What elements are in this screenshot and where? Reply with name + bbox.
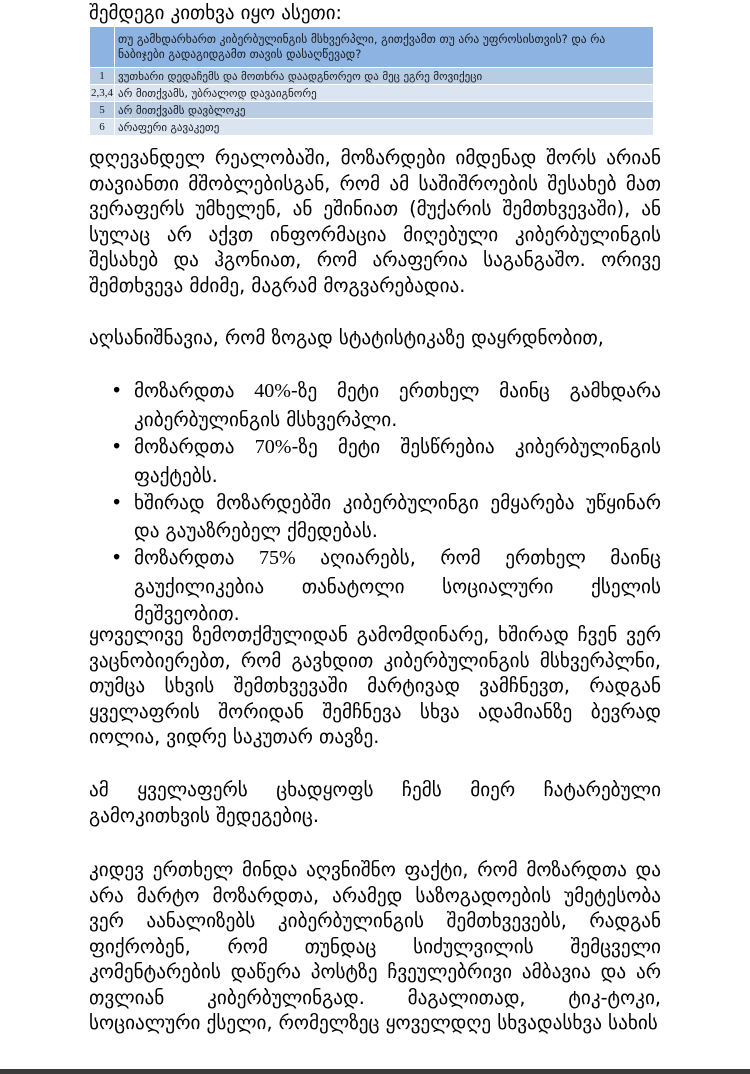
- list-item: [89, 489, 661, 544]
- paragraph-text: დღევანდელ რეალობაში, მოზარდები იმდენად შორს არიან თავიანთი მშობლებისგან, რომ ამ საშიშროების შესახებ მათ ვერაფერს უმხელენ, ან ეშინიათ (მუქარის შემთხვევაში), ან სულაც არ აქვთ ინფორმაცია მიღებული კიბერბულინგის შესახებ და ჰგონიათ, რომ არაფერია საგანგაშო. ორივე შემთხვევა მძიმე, მაგრამ მოგვარებადია.: [89, 146, 661, 297]
- survey-question: თუ გამხდარხართ კიბერბულინგის მსხვერპლი, გითქვამთ თუ არა უფროსისთვის? და რა ნაბიჯები გადაგიდგამთ თავის დასაღწევად?: [115, 27, 654, 68]
- table-row: [90, 85, 654, 102]
- fact-text: -ზე მეტი შესწრებია კიბერბულინგის ფაქტებს.: [134, 435, 661, 487]
- paragraph-text: აღსანიშნავია, რომ ზოგად სტატისტიკაზე დაყრდნობით,: [89, 326, 604, 349]
- row-answer: არაფერი გავაკეთე: [115, 119, 654, 136]
- bottom-edge-bar: [0, 1069, 750, 1074]
- paragraph-text: კიდევ ერთხელ მინდა აღვნიშნო ფაქტი, რომ მოზარდთა და არა მარტო მოზარდთა, არამედ საზოგადოების უმეტესობა ვერ აანალიზებს კიბერბულინგის შემთხვევებს, რადგან ფიქრობენ, რომ თუნდაც სიძულვილის შემცველი კომენტარების დაწერა პოსტზე ჩვეულებრივი ამბავია და არ თვლიან კიბერბულინგად. მაგალითად, ტიკ-ტოკი, სოციალური ქსელი, რომელზეც ყოველდღე სხვადასხვა სახის: [89, 858, 661, 1034]
- statistics-list: [89, 377, 661, 628]
- paragraph-text: ყოველივე ზემოთქმულიდან გამომდინარე, ხშირად ჩვენ ვერ ვაცნობიერებთ, რომ გავხდით კიბერბულინგის მსხვერპლნი, თუმცა სხვის შემთხვევაში მარტივად ვამჩნევთ, რადგან ყველაფრის შორიდან შემჩნევა სხვა ადამიანზე ბევრად იოლია, ვიდრე საკუთარ თავზე.: [89, 623, 661, 748]
- fact-text: მოზარდთა: [134, 379, 255, 402]
- bullet-icon: •: [111, 435, 123, 458]
- fact-text: -ზე მეტი ერთხელ მაინც გამხდარა კიბერბულინგის მსხვერპლი.: [134, 379, 661, 431]
- paragraph-text: ამ ყველაფერს ცხადყოფს ჩემს მიერ ჩატარებული გამოკითხვის შედეგებიც.: [89, 778, 661, 827]
- table-row: [90, 68, 654, 85]
- row-answer: არ მითქვამს, უბრალოდ დავაიგნორე: [115, 85, 654, 102]
- row-answer: ვუთხარი დედაჩემს და მოთხრა დაადგნორეო და მეც ეგრე მოვიქეცი: [115, 68, 654, 85]
- row-number: 6: [90, 119, 115, 136]
- bullet-icon: •: [111, 379, 123, 402]
- list-item: [89, 544, 661, 628]
- row-number: 5: [90, 102, 115, 119]
- body-paragraph-4: [89, 777, 661, 828]
- fact-text: მოზარდთა: [134, 546, 260, 569]
- fact-text: აღიარებს, რომ ერთხელ მაინც გაუქილიკებია თანატოლი სოციალური ქსელის მეშვეობით.: [134, 546, 661, 625]
- fact-text: მოზარდთა: [134, 435, 255, 458]
- body-paragraph-2: [89, 325, 661, 351]
- row-number: 1: [90, 68, 115, 85]
- body-paragraph-5: [89, 857, 661, 1036]
- table-row: [90, 119, 654, 136]
- intro-line: შემდეგი კითხვა იყო ასეთი:: [89, 2, 342, 24]
- fact-number: 40%: [254, 380, 291, 402]
- table-row: [90, 102, 654, 119]
- fact-text: ხშირად მოზარდებში კიბერბულინგი ემყარება უწყინარ და გაუაზრებელ ქმედებას.: [134, 491, 661, 542]
- list-item: [89, 433, 661, 489]
- survey-table: [89, 26, 654, 136]
- bullet-icon: •: [111, 546, 123, 569]
- fact-number: 75%: [259, 547, 296, 569]
- header-num-cell: [90, 27, 115, 68]
- row-number: 2,3,4: [90, 85, 115, 102]
- row-answer: არ მითქვამს დავბლოკე: [115, 102, 654, 119]
- bullet-icon: •: [111, 491, 123, 514]
- body-paragraph-1: [89, 145, 661, 298]
- body-paragraph-3: [89, 622, 661, 750]
- fact-number: 70%: [254, 436, 292, 458]
- list-item: [89, 377, 661, 433]
- survey-header-row: [90, 27, 654, 68]
